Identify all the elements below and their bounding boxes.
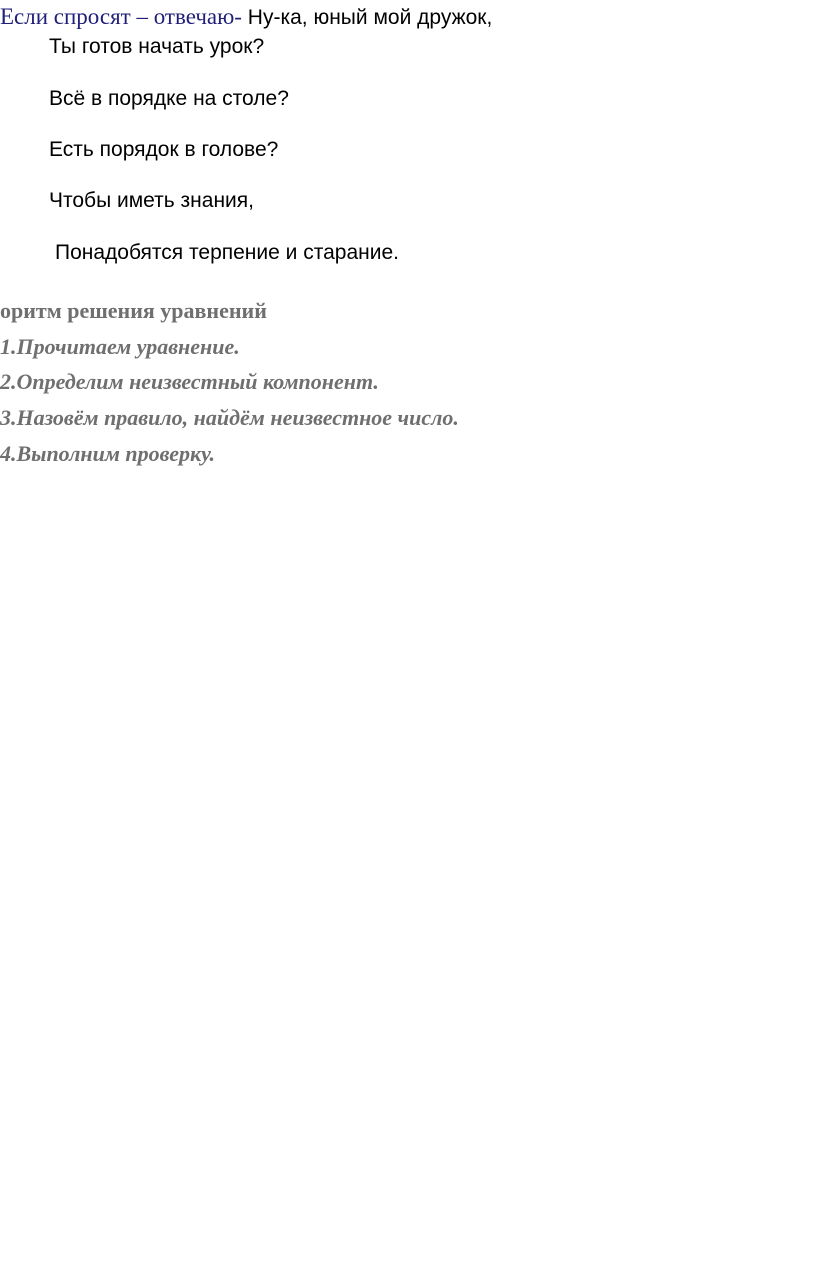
- algorithm-step: 3.Назовём правило, найдём неизвестное число.: [0, 405, 459, 430]
- poem-first-line: [0, 4, 492, 30]
- algorithm-step: 4.Выполним проверку.: [0, 441, 216, 466]
- algorithm-title: оритм решения уравнений: [0, 298, 267, 323]
- poem-line: Всё в порядке на столе?: [49, 87, 289, 110]
- poem-line: Ты готов начать урок?: [49, 35, 265, 58]
- poem-opening: Ну-ка, юный мой дружок,: [241, 6, 493, 29]
- poem-line: Есть порядок в голове?: [49, 138, 279, 161]
- poem-line: Чтобы иметь знания,: [49, 189, 254, 212]
- algorithm-step: 2.Определим неизвестный компонент.: [0, 369, 379, 394]
- algorithm-step: 1.Прочитаем уравнение.: [0, 334, 240, 359]
- poem-line: Понадобятся терпение и старание.: [55, 241, 399, 264]
- poem-intro: Если спросят – отвечаю-: [0, 4, 242, 29]
